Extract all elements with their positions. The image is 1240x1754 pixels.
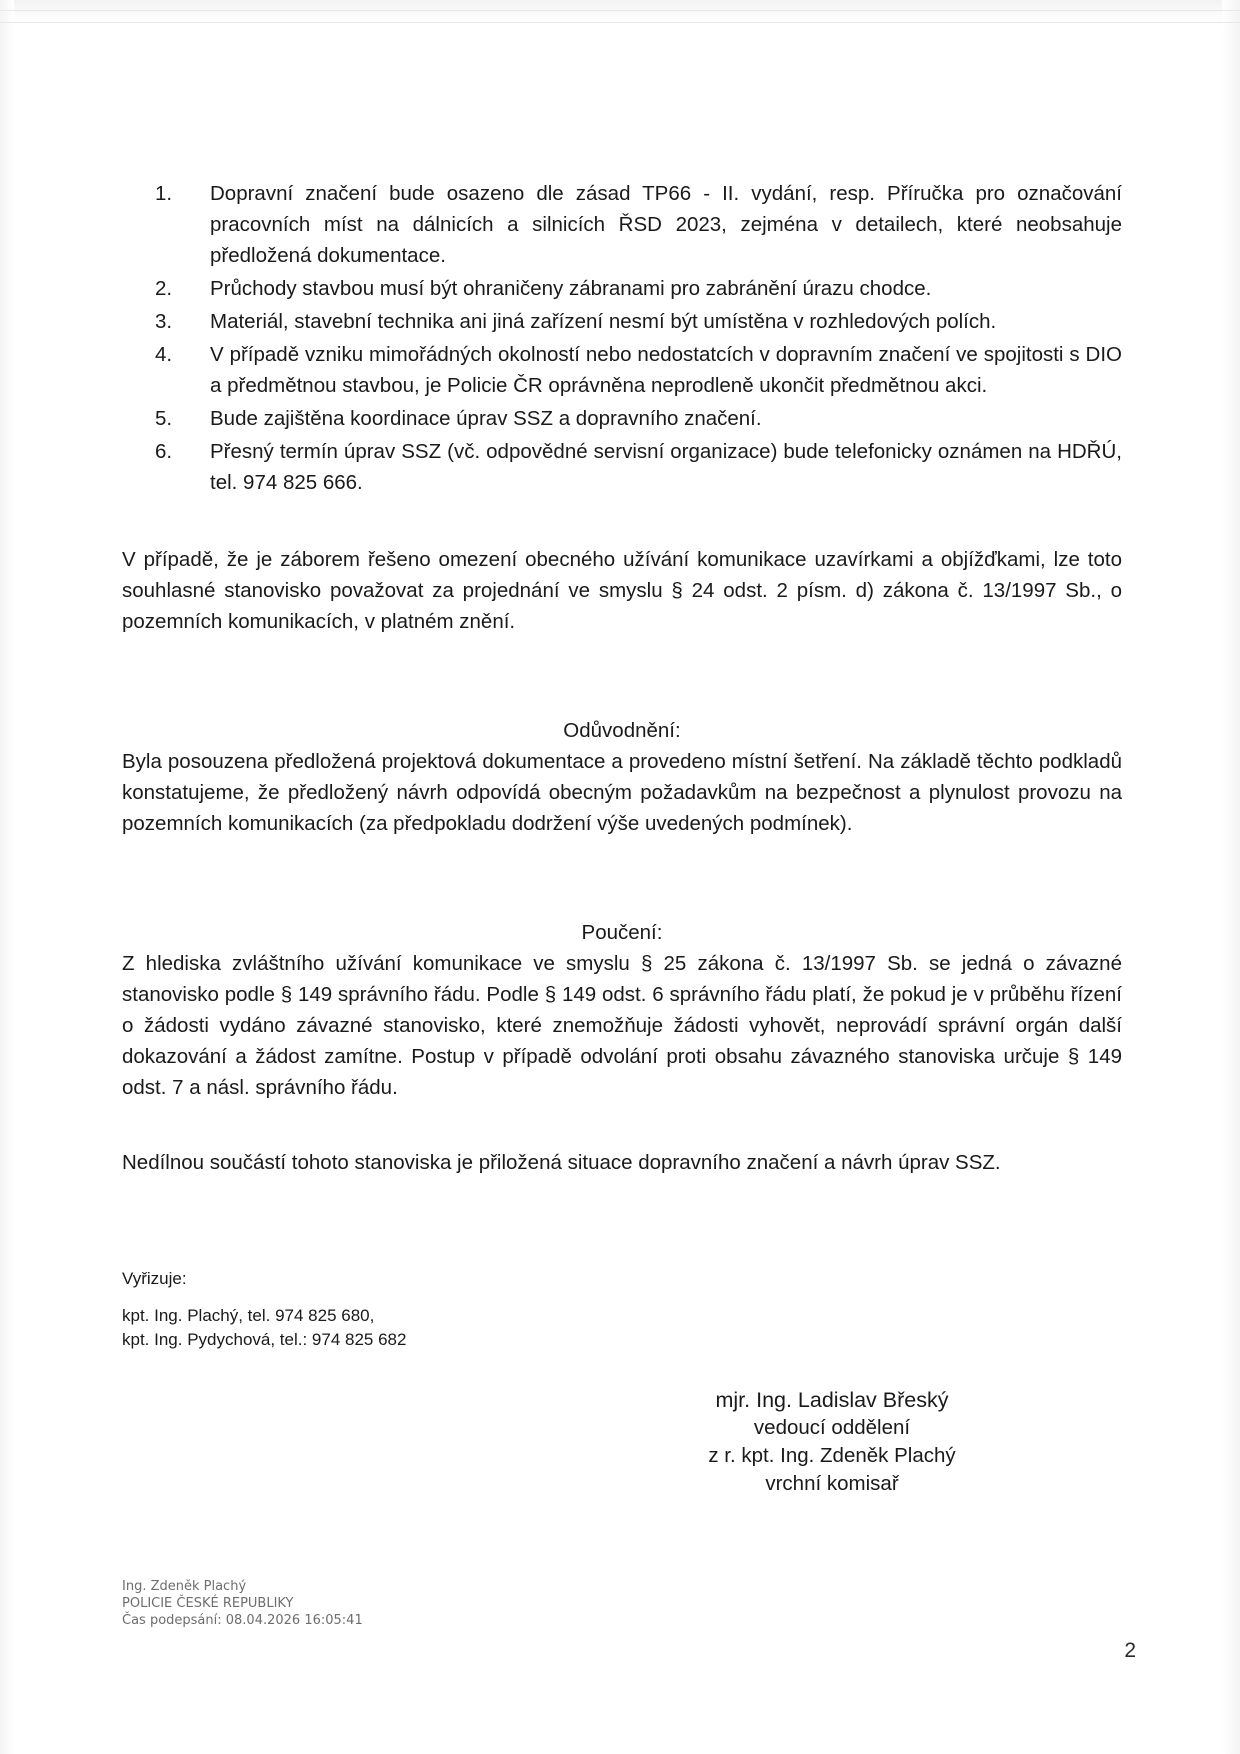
condition-text: Přesný termín úprav SSZ (vč. odpovědné servisní organizace) bude telefonicky oznámen na HDŘÚ, tel. 974 825 666.: [210, 440, 1122, 494]
esig-organization: POLICIE ČESKÉ REPUBLIKY: [122, 1596, 294, 1611]
page-number: 2: [1124, 1639, 1136, 1662]
scan-artifact-line: [0, 22, 1240, 23]
condition-number: 5.: [155, 407, 173, 430]
condition-number: 2.: [155, 277, 173, 300]
signatory-name: mjr. Ing. Ladislav Břeský: [715, 1388, 949, 1412]
spacer: [122, 1178, 1122, 1222]
pouceni-heading: Poučení:: [581, 921, 663, 944]
conditions-list: [122, 178, 1122, 498]
contact-line-plachy: kpt. Ing. Plachý, tel. 974 825 680,: [122, 1306, 375, 1325]
pouceni-paragraph: Z hlediska zvláštního užívání komunikace ve smyslu § 25 zákona č. 13/1997 Sb. se jedná o závazné stanovisko podle § 149 správního řádu. Podle § 149 odst. 6 správního řádu platí, že pokud je v průběhu řízení o žádosti vydáno závazné stanovisko, které znemožňuje žádosti vyhovět, neprovádí správní orgán další dokazování a žádost zamítne. Postup v případě odvolání proti obsahu závazného stanoviska určuje § 149 odst. 7 a násl. správního řádu.: [122, 952, 1122, 1099]
oduvodneni-paragraph: Byla posouzena předložená projektová dokumentace a provedeno místní šetření. Na základě těchto podkladů konstatujeme, že předložený návrh odpovídá obecným požadavkům na bezpečnost a plynulost provozu na pozemních komunikacích (za předpokladu dodržení výše uvedených podmínek).: [122, 750, 1122, 835]
contact-line-pydychova: kpt. Ing. Pydychová, tel.: 974 825 682: [122, 1330, 407, 1349]
spacer: [122, 883, 1122, 917]
electronic-signature-stamp: [122, 1578, 363, 1629]
zabor-paragraph: V případě, že je záborem řešeno omezení obecného užívání komunikace uzavírkami a objížďkami, lze toto souhlasné stanovisko považovat za projednání ve smyslu § 24 odst. 2 písm. d) zákona č. 13/1997 Sb., o pozemních komunikacích, v platném znění.: [122, 548, 1122, 633]
spacer: [122, 839, 1122, 883]
signature-block: [122, 1386, 1122, 1498]
handled-by-label: Vyřizuje:: [122, 1269, 187, 1288]
esig-name: Ing. Zdeněk Plachý: [122, 1579, 247, 1594]
signatory-role: vedoucí oddělení: [753, 1416, 911, 1439]
condition-item-1: [122, 178, 1122, 271]
condition-text: V případě vzniku mimořádných okolností nebo nedostatcích v dopravním značení ve spojitosti s DIO a předmětnou stavbou, je Policie ČR oprávněna neprodleně ukončit předmětnou akci.: [210, 343, 1122, 397]
scan-artifact-left: [0, 0, 14, 1754]
spacer: [122, 1222, 1122, 1266]
condition-item-3: [122, 306, 1122, 337]
condition-item-5: [122, 403, 1122, 434]
scan-artifact-right: [1222, 0, 1240, 1754]
condition-number: 6.: [155, 440, 173, 463]
condition-item-4: [122, 339, 1122, 401]
condition-text: Bude zajištěna koordinace úprav SSZ a dopravního značení.: [210, 407, 762, 430]
spacer: [122, 1103, 1122, 1147]
condition-item-6: [122, 436, 1122, 498]
attachment-paragraph: Nedílnou součástí tohoto stanoviska je přiložená situace dopravního značení a návrh úprav SSZ.: [122, 1151, 1001, 1174]
condition-number: 1.: [155, 182, 173, 205]
condition-text: Průchody stavbou musí být ohraničeny zábranami pro zabránění úrazu chodce.: [210, 277, 932, 300]
oduvodneni-heading: Odůvodnění:: [563, 719, 681, 742]
condition-number: 3.: [155, 310, 173, 333]
condition-item-2: [122, 273, 1122, 304]
document-body: [122, 178, 1122, 1498]
scan-artifact-line: [0, 10, 1240, 11]
condition-number: 4.: [155, 343, 173, 366]
spacer: [122, 1292, 1122, 1304]
condition-text: Materiál, stavební technika ani jiná zařízení nesmí být umístěna v rozhledových polích.: [210, 310, 997, 333]
spacer: [122, 681, 1122, 715]
deputy-name: z r. kpt. Ing. Zdeněk Plachý: [708, 1444, 956, 1467]
spacer: [122, 500, 1122, 544]
deputy-role: vrchní komisař: [765, 1472, 899, 1495]
esig-timestamp: Čas podepsání: 08.04.2026 16:05:41: [122, 1613, 363, 1628]
spacer: [122, 637, 1122, 681]
condition-text: Dopravní značení bude osazeno dle zásad TP66 - II. vydání, resp. Příručka pro označování pracovních míst na dálnicích a silnicích ŘSD 2023, zejména v detailech, které neobsahuje předložená dokumentace.: [210, 182, 1122, 267]
